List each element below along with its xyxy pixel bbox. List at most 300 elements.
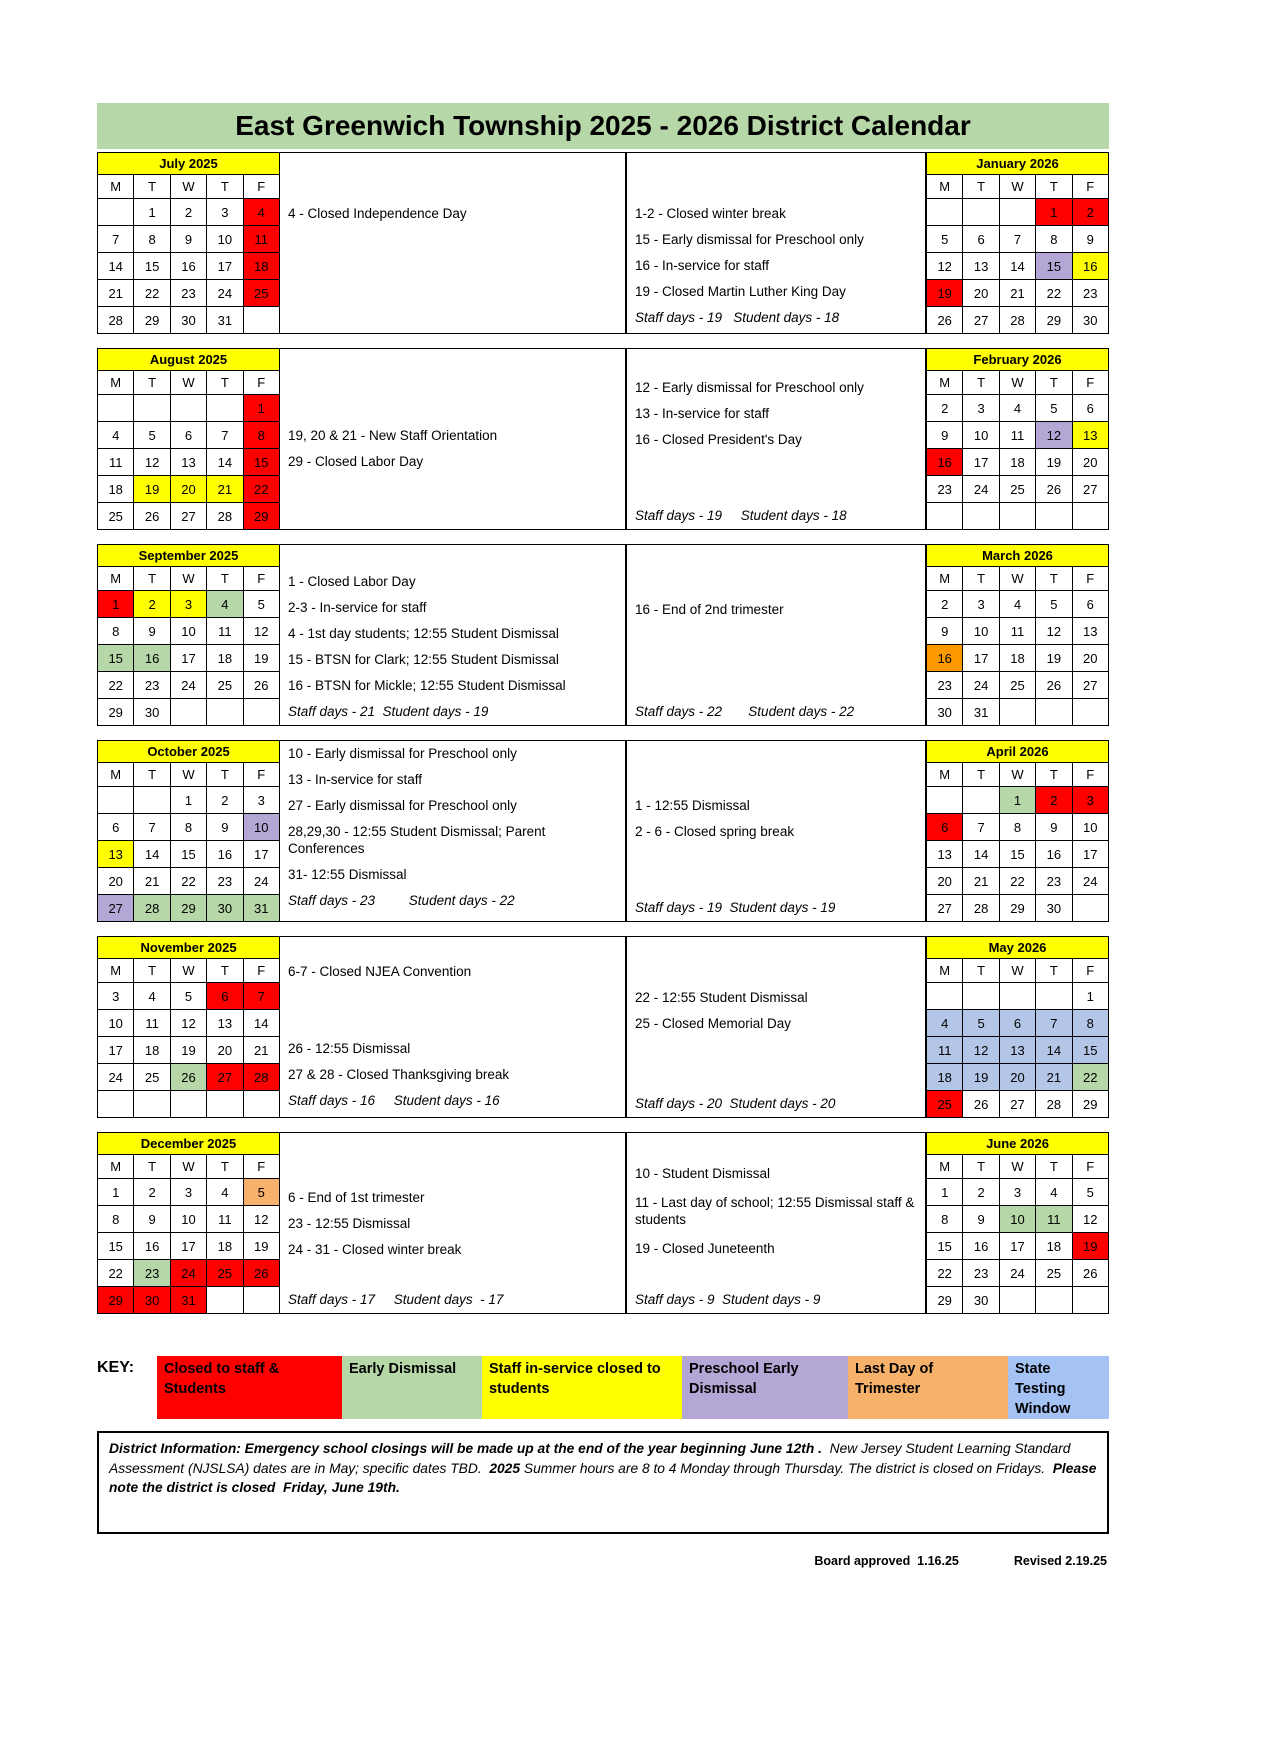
footer bbox=[97, 1554, 1109, 1568]
day-cell: 30 bbox=[927, 699, 963, 726]
day-cell: 11 bbox=[927, 1037, 963, 1064]
day-cell: 4 bbox=[243, 199, 279, 226]
day-of-week-header: F bbox=[243, 567, 279, 591]
month-table bbox=[97, 544, 280, 726]
day-cell: 17 bbox=[98, 1037, 134, 1064]
empty-day-cell bbox=[170, 1091, 206, 1118]
day-cell: 26 bbox=[1036, 672, 1072, 699]
day-cell: 26 bbox=[134, 503, 170, 530]
day-of-week-header: W bbox=[170, 175, 206, 199]
day-cell: 25 bbox=[999, 672, 1035, 699]
day-cell: 8 bbox=[999, 814, 1035, 841]
day-cell: 5 bbox=[134, 422, 170, 449]
day-cell: 28 bbox=[98, 307, 134, 334]
calendar-section bbox=[97, 348, 1109, 530]
day-cell: 24 bbox=[999, 1260, 1035, 1287]
day-cell: 27 bbox=[963, 307, 999, 334]
day-cell: 27 bbox=[927, 895, 963, 922]
day-cell: 26 bbox=[963, 1091, 999, 1118]
day-of-week-header: T bbox=[134, 567, 170, 591]
day-cell: 15 bbox=[170, 841, 206, 868]
empty-day-cell bbox=[999, 503, 1035, 530]
day-of-week-header: W bbox=[170, 763, 206, 787]
day-of-week-header: W bbox=[170, 959, 206, 983]
day-cell: 9 bbox=[207, 814, 243, 841]
empty-day-cell bbox=[98, 395, 134, 422]
note-line: 26 - 12:55 Dismissal bbox=[288, 1041, 411, 1056]
day-cell: 25 bbox=[207, 672, 243, 699]
day-cell: 30 bbox=[207, 895, 243, 922]
day-cell: 16 bbox=[927, 645, 963, 672]
day-cell: 30 bbox=[963, 1287, 999, 1314]
empty-day-cell bbox=[999, 199, 1035, 226]
note-line: 19 - Closed Martin Luther King Day bbox=[635, 284, 846, 299]
day-of-week-header: M bbox=[927, 371, 963, 395]
staff-days-note: Staff days - 22 Student days - 22 bbox=[635, 704, 855, 719]
day-cell: 5 bbox=[963, 1010, 999, 1037]
day-cell: 11 bbox=[98, 449, 134, 476]
empty-day-cell bbox=[207, 699, 243, 726]
day-cell: 7 bbox=[243, 983, 279, 1010]
day-cell: 17 bbox=[243, 841, 279, 868]
day-cell: 7 bbox=[98, 226, 134, 253]
day-cell: 12 bbox=[927, 253, 963, 280]
day-cell: 4 bbox=[98, 422, 134, 449]
day-cell: 29 bbox=[1036, 307, 1072, 334]
right-notes bbox=[626, 936, 926, 1118]
day-of-week-header: F bbox=[1072, 1155, 1108, 1179]
empty-day-cell bbox=[98, 1091, 134, 1118]
day-cell: 26 bbox=[1036, 476, 1072, 503]
day-cell: 17 bbox=[170, 645, 206, 672]
month-header: July 2025 bbox=[98, 153, 280, 175]
day-of-week-header: M bbox=[927, 175, 963, 199]
note-line: 31- 12:55 Dismissal bbox=[288, 867, 407, 882]
empty-day-cell bbox=[1072, 503, 1108, 530]
day-cell: 14 bbox=[999, 253, 1035, 280]
day-cell: 8 bbox=[134, 226, 170, 253]
note-line: 1 - 12:55 Dismissal bbox=[635, 798, 750, 813]
month-table bbox=[926, 152, 1109, 334]
empty-day-cell bbox=[1036, 983, 1072, 1010]
empty-day-cell bbox=[1072, 1287, 1108, 1314]
day-cell: 30 bbox=[1036, 895, 1072, 922]
day-cell: 13 bbox=[963, 253, 999, 280]
empty-day-cell bbox=[1072, 895, 1108, 922]
key-item-last-day-of-trimester: Last Day of Trimester bbox=[848, 1356, 1008, 1419]
legend-key bbox=[97, 1356, 1109, 1419]
day-cell: 18 bbox=[927, 1064, 963, 1091]
day-of-week-header: T bbox=[207, 175, 243, 199]
day-cell: 26 bbox=[1072, 1260, 1108, 1287]
day-cell: 11 bbox=[999, 618, 1035, 645]
day-cell: 21 bbox=[243, 1037, 279, 1064]
staff-days-note: Staff days - 21 Student days - 19 bbox=[288, 704, 489, 719]
key-label: KEY: bbox=[97, 1359, 135, 1376]
day-cell: 4 bbox=[999, 591, 1035, 618]
day-cell: 23 bbox=[207, 868, 243, 895]
day-cell: 23 bbox=[1072, 280, 1108, 307]
day-cell: 23 bbox=[927, 672, 963, 699]
day-of-week-header: M bbox=[98, 959, 134, 983]
day-of-week-header: W bbox=[170, 371, 206, 395]
day-cell: 17 bbox=[963, 645, 999, 672]
month-september-2025 bbox=[97, 544, 280, 726]
day-cell: 1 bbox=[999, 787, 1035, 814]
day-cell: 3 bbox=[98, 983, 134, 1010]
day-cell: 3 bbox=[207, 199, 243, 226]
day-cell: 24 bbox=[207, 280, 243, 307]
day-cell: 3 bbox=[170, 1179, 206, 1206]
day-cell: 1 bbox=[1036, 199, 1072, 226]
day-cell: 1 bbox=[927, 1179, 963, 1206]
day-cell: 24 bbox=[963, 672, 999, 699]
month-may-2026 bbox=[926, 936, 1109, 1118]
note-line: 1 - Closed Labor Day bbox=[288, 574, 416, 589]
day-cell: 13 bbox=[999, 1037, 1035, 1064]
calendar-page bbox=[97, 103, 1109, 1568]
empty-day-cell bbox=[98, 787, 134, 814]
day-cell: 29 bbox=[1072, 1091, 1108, 1118]
day-cell: 14 bbox=[98, 253, 134, 280]
day-cell: 16 bbox=[1036, 841, 1072, 868]
empty-day-cell bbox=[1036, 699, 1072, 726]
day-cell: 31 bbox=[207, 307, 243, 334]
empty-day-cell bbox=[927, 983, 963, 1010]
day-cell: 13 bbox=[927, 841, 963, 868]
day-of-week-header: T bbox=[1036, 371, 1072, 395]
month-header: May 2026 bbox=[927, 937, 1109, 959]
day-cell: 5 bbox=[1036, 395, 1072, 422]
day-cell: 8 bbox=[98, 1206, 134, 1233]
day-cell: 28 bbox=[207, 503, 243, 530]
day-cell: 9 bbox=[927, 422, 963, 449]
day-cell: 19 bbox=[927, 280, 963, 307]
note-line: 23 - 12:55 Dismissal bbox=[288, 1216, 411, 1231]
right-notes bbox=[626, 740, 926, 922]
day-cell: 4 bbox=[999, 395, 1035, 422]
day-of-week-header: F bbox=[243, 959, 279, 983]
calendar-section bbox=[97, 1132, 1109, 1314]
day-cell: 27 bbox=[1072, 672, 1108, 699]
day-cell: 15 bbox=[134, 253, 170, 280]
day-cell: 5 bbox=[1072, 1179, 1108, 1206]
day-cell: 6 bbox=[963, 226, 999, 253]
month-march-2026 bbox=[926, 544, 1109, 726]
day-cell: 12 bbox=[243, 618, 279, 645]
day-cell: 1 bbox=[243, 395, 279, 422]
day-cell: 29 bbox=[927, 1287, 963, 1314]
day-cell: 8 bbox=[1072, 1010, 1108, 1037]
day-cell: 24 bbox=[243, 868, 279, 895]
key-item-staff-in-service-closed-to-students: Staff in-service closed to students bbox=[482, 1356, 682, 1419]
day-of-week-header: T bbox=[963, 1155, 999, 1179]
month-header: November 2025 bbox=[98, 937, 280, 959]
day-of-week-header: F bbox=[1072, 567, 1108, 591]
empty-day-cell bbox=[170, 699, 206, 726]
day-cell: 3 bbox=[963, 591, 999, 618]
day-cell: 27 bbox=[999, 1091, 1035, 1118]
day-cell: 22 bbox=[98, 1260, 134, 1287]
left-notes bbox=[280, 936, 626, 1118]
day-cell: 25 bbox=[98, 503, 134, 530]
day-cell: 19 bbox=[1036, 645, 1072, 672]
day-cell: 23 bbox=[927, 476, 963, 503]
day-cell: 7 bbox=[1036, 1010, 1072, 1037]
empty-day-cell bbox=[999, 983, 1035, 1010]
day-of-week-header: T bbox=[1036, 763, 1072, 787]
day-cell: 3 bbox=[999, 1179, 1035, 1206]
day-cell: 30 bbox=[1072, 307, 1108, 334]
day-cell: 6 bbox=[207, 983, 243, 1010]
day-cell: 3 bbox=[243, 787, 279, 814]
left-notes bbox=[280, 1132, 626, 1314]
day-cell: 20 bbox=[963, 280, 999, 307]
day-cell: 19 bbox=[134, 476, 170, 503]
day-cell: 15 bbox=[98, 645, 134, 672]
note-line: 15 - BTSN for Clark; 12:55 Student Dismissal bbox=[288, 652, 559, 667]
month-table bbox=[926, 544, 1109, 726]
day-of-week-header: T bbox=[963, 175, 999, 199]
month-table bbox=[97, 1132, 280, 1314]
day-cell: 2 bbox=[927, 591, 963, 618]
empty-day-cell bbox=[134, 1091, 170, 1118]
day-cell: 9 bbox=[1072, 226, 1108, 253]
note-line: 6 - End of 1st trimester bbox=[288, 1190, 425, 1205]
month-header: August 2025 bbox=[98, 349, 280, 371]
day-cell: 29 bbox=[999, 895, 1035, 922]
day-cell: 26 bbox=[243, 1260, 279, 1287]
day-cell: 6 bbox=[98, 814, 134, 841]
day-of-week-header: M bbox=[927, 959, 963, 983]
day-cell: 22 bbox=[98, 672, 134, 699]
empty-day-cell bbox=[98, 199, 134, 226]
day-cell: 20 bbox=[1072, 645, 1108, 672]
day-of-week-header: M bbox=[927, 763, 963, 787]
day-of-week-header: W bbox=[999, 371, 1035, 395]
day-of-week-header: T bbox=[207, 959, 243, 983]
day-cell: 8 bbox=[927, 1206, 963, 1233]
day-cell: 28 bbox=[243, 1064, 279, 1091]
day-cell: 18 bbox=[1036, 1233, 1072, 1260]
day-cell: 29 bbox=[170, 895, 206, 922]
day-cell: 2 bbox=[1036, 787, 1072, 814]
district-info-segment: District Information: Emergency school closings will be made up at the end of the year beginning June 12th . bbox=[109, 1441, 826, 1456]
day-cell: 30 bbox=[134, 699, 170, 726]
day-cell: 8 bbox=[1036, 226, 1072, 253]
day-cell: 13 bbox=[1072, 422, 1108, 449]
day-cell: 26 bbox=[170, 1064, 206, 1091]
revised-text: Revised 2.19.25 bbox=[1013, 1553, 1107, 1568]
empty-day-cell bbox=[243, 699, 279, 726]
day-cell: 14 bbox=[963, 841, 999, 868]
day-cell: 2 bbox=[1072, 199, 1108, 226]
day-cell: 9 bbox=[134, 618, 170, 645]
right-notes bbox=[626, 1132, 926, 1314]
note-line: 12 - Early dismissal for Preschool only bbox=[635, 380, 864, 395]
note-line: 11 - Last day of school; 12:55 Dismissal staff & students bbox=[635, 1195, 919, 1227]
day-cell: 22 bbox=[1036, 280, 1072, 307]
day-cell: 6 bbox=[170, 422, 206, 449]
day-cell: 15 bbox=[1072, 1037, 1108, 1064]
day-cell: 6 bbox=[999, 1010, 1035, 1037]
day-cell: 11 bbox=[207, 618, 243, 645]
calendar-section bbox=[97, 936, 1109, 1118]
day-cell: 29 bbox=[98, 699, 134, 726]
day-cell: 23 bbox=[963, 1260, 999, 1287]
note-line: 4 - 1st day students; 12:55 Student Dismissal bbox=[288, 626, 559, 641]
month-table bbox=[97, 348, 280, 530]
day-of-week-header: F bbox=[243, 1155, 279, 1179]
day-cell: 11 bbox=[1036, 1206, 1072, 1233]
calendar-section bbox=[97, 544, 1109, 726]
day-cell: 1 bbox=[134, 199, 170, 226]
empty-day-cell bbox=[134, 395, 170, 422]
day-cell: 5 bbox=[170, 983, 206, 1010]
day-of-week-header: T bbox=[207, 763, 243, 787]
month-june-2026 bbox=[926, 1132, 1109, 1314]
day-cell: 6 bbox=[1072, 591, 1108, 618]
month-february-2026 bbox=[926, 348, 1109, 530]
key-item-closed-to-staff-students: Closed to staff & Students bbox=[157, 1356, 342, 1419]
day-cell: 5 bbox=[243, 591, 279, 618]
day-cell: 7 bbox=[999, 226, 1035, 253]
day-cell: 13 bbox=[1072, 618, 1108, 645]
right-notes bbox=[626, 152, 926, 334]
day-cell: 19 bbox=[243, 645, 279, 672]
day-of-week-header: W bbox=[999, 567, 1035, 591]
day-cell: 10 bbox=[963, 422, 999, 449]
empty-day-cell bbox=[207, 395, 243, 422]
day-of-week-header: T bbox=[1036, 959, 1072, 983]
note-line: 22 - 12:55 Student Dismissal bbox=[635, 990, 808, 1005]
empty-day-cell bbox=[243, 307, 279, 334]
day-cell: 9 bbox=[963, 1206, 999, 1233]
district-info-segment: Please note the district is closed Friday, June 19th. bbox=[109, 1460, 1101, 1495]
day-cell: 19 bbox=[1072, 1233, 1108, 1260]
board-approved-text: Board approved 1.16.25 bbox=[814, 1553, 959, 1568]
empty-day-cell bbox=[1036, 1287, 1072, 1314]
day-cell: 17 bbox=[999, 1233, 1035, 1260]
empty-day-cell bbox=[207, 1091, 243, 1118]
day-cell: 7 bbox=[134, 814, 170, 841]
note-line: 16 - End of 2nd trimester bbox=[635, 602, 784, 617]
day-of-week-header: W bbox=[170, 567, 206, 591]
day-cell: 23 bbox=[170, 280, 206, 307]
day-cell: 10 bbox=[170, 618, 206, 645]
month-header: February 2026 bbox=[927, 349, 1109, 371]
day-cell: 18 bbox=[134, 1037, 170, 1064]
day-cell: 16 bbox=[134, 645, 170, 672]
day-cell: 19 bbox=[963, 1064, 999, 1091]
day-cell: 2 bbox=[134, 1179, 170, 1206]
day-cell: 20 bbox=[927, 868, 963, 895]
day-cell: 28 bbox=[134, 895, 170, 922]
day-cell: 1 bbox=[170, 787, 206, 814]
day-cell: 8 bbox=[243, 422, 279, 449]
day-cell: 4 bbox=[927, 1010, 963, 1037]
day-of-week-header: T bbox=[207, 1155, 243, 1179]
day-of-week-header: F bbox=[243, 175, 279, 199]
day-cell: 3 bbox=[963, 395, 999, 422]
key-items bbox=[157, 1356, 1109, 1419]
month-august-2025 bbox=[97, 348, 280, 530]
day-cell: 30 bbox=[134, 1287, 170, 1314]
calendar-section bbox=[97, 740, 1109, 922]
day-of-week-header: W bbox=[170, 1155, 206, 1179]
day-cell: 5 bbox=[1036, 591, 1072, 618]
note-line: 25 - Closed Memorial Day bbox=[635, 1016, 792, 1031]
day-cell: 26 bbox=[243, 672, 279, 699]
day-cell: 17 bbox=[170, 1233, 206, 1260]
day-cell: 2 bbox=[207, 787, 243, 814]
note-line: 16 - In-service for staff bbox=[635, 258, 770, 273]
empty-day-cell bbox=[963, 199, 999, 226]
day-cell: 4 bbox=[134, 983, 170, 1010]
month-table bbox=[926, 348, 1109, 530]
day-cell: 10 bbox=[98, 1010, 134, 1037]
staff-days-note: Staff days - 20 Student days - 20 bbox=[635, 1096, 836, 1111]
day-cell: 12 bbox=[1072, 1206, 1108, 1233]
month-april-2026 bbox=[926, 740, 1109, 922]
day-cell: 16 bbox=[927, 449, 963, 476]
day-cell: 12 bbox=[134, 449, 170, 476]
day-cell: 19 bbox=[1036, 449, 1072, 476]
day-cell: 18 bbox=[98, 476, 134, 503]
day-cell: 2 bbox=[134, 591, 170, 618]
day-of-week-header: T bbox=[963, 567, 999, 591]
note-line: 16 - Closed President's Day bbox=[635, 432, 802, 447]
day-cell: 25 bbox=[243, 280, 279, 307]
note-line: 27 - Early dismissal for Preschool only bbox=[288, 798, 517, 813]
day-cell: 9 bbox=[927, 618, 963, 645]
note-line: 16 - BTSN for Mickle; 12:55 Student Dismissal bbox=[288, 678, 566, 693]
month-header: March 2026 bbox=[927, 545, 1109, 567]
day-cell: 5 bbox=[243, 1179, 279, 1206]
day-cell: 25 bbox=[927, 1091, 963, 1118]
day-cell: 26 bbox=[927, 307, 963, 334]
note-line: 24 - 31 - Closed winter break bbox=[288, 1242, 462, 1257]
day-of-week-header: F bbox=[1072, 371, 1108, 395]
day-cell: 30 bbox=[170, 307, 206, 334]
empty-day-cell bbox=[170, 395, 206, 422]
day-cell: 12 bbox=[243, 1206, 279, 1233]
day-cell: 3 bbox=[170, 591, 206, 618]
month-header: June 2026 bbox=[927, 1133, 1109, 1155]
day-of-week-header: M bbox=[98, 371, 134, 395]
note-line: 19 - Closed Juneteenth bbox=[635, 1241, 775, 1256]
day-of-week-header: T bbox=[1036, 1155, 1072, 1179]
day-cell: 13 bbox=[207, 1010, 243, 1037]
day-cell: 23 bbox=[134, 672, 170, 699]
day-of-week-header: W bbox=[999, 763, 1035, 787]
day-cell: 18 bbox=[999, 645, 1035, 672]
note-line: 29 - Closed Labor Day bbox=[288, 454, 424, 469]
empty-day-cell bbox=[963, 787, 999, 814]
day-of-week-header: M bbox=[927, 1155, 963, 1179]
day-cell: 18 bbox=[999, 449, 1035, 476]
empty-day-cell bbox=[927, 199, 963, 226]
empty-day-cell bbox=[927, 787, 963, 814]
month-table bbox=[926, 936, 1109, 1118]
day-cell: 18 bbox=[243, 253, 279, 280]
calendar-grid bbox=[97, 152, 1109, 1314]
empty-day-cell bbox=[963, 983, 999, 1010]
day-of-week-header: M bbox=[98, 763, 134, 787]
day-of-week-header: T bbox=[963, 959, 999, 983]
note-line: 13 - In-service for staff bbox=[288, 772, 423, 787]
month-table bbox=[926, 1132, 1109, 1314]
